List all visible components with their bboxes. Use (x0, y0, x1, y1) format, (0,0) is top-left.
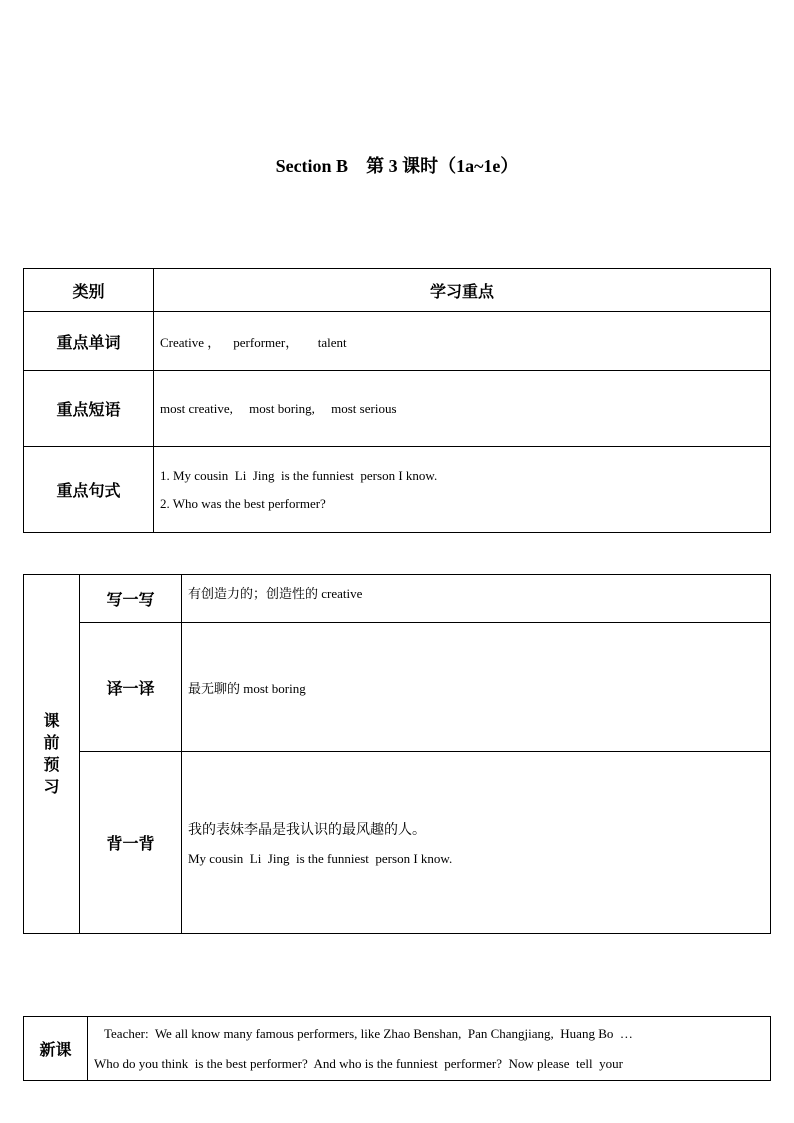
focus-cell (154, 312, 771, 371)
preview-table (23, 574, 771, 934)
side-label-char: 预 (43, 755, 60, 774)
table-row (24, 447, 771, 533)
focus-line: 1. My cousin Li Jing is the funniest person I know. (160, 467, 438, 483)
preview-row-label: 写一写 (80, 575, 182, 623)
answer-en: most boring (240, 680, 306, 696)
answer-cn: 最无聊的 (188, 681, 241, 697)
focus-line: Creative ， performer， talent (160, 334, 347, 350)
category-header: 类别 (24, 269, 154, 312)
new-lesson-text (88, 1017, 771, 1081)
focus-header: 学习重点 (154, 269, 771, 312)
side-label-char: 习 (43, 777, 60, 796)
focus-cell (154, 447, 771, 533)
answer-en: creative (318, 586, 363, 601)
table-row (24, 623, 771, 752)
new-lesson-label: 新课 (24, 1017, 88, 1081)
table-row (24, 371, 771, 447)
lesson-line: Who do you think is the best performer? And who is the funniest performer? Now please tell your (94, 1055, 623, 1071)
table-row (24, 752, 771, 934)
preview-answer (182, 752, 771, 934)
focus-line: most creative, most boring, most serious (160, 400, 397, 416)
table-row (24, 312, 771, 371)
focus-table (23, 268, 771, 533)
answer-en: My cousin Li Jing is the funniest person I know. (188, 850, 453, 866)
answer-cn: 有创造力的；创造性的 (188, 587, 319, 602)
page-title: Section B 第 3 课时（1a~1e） (275, 156, 519, 176)
new-lesson-table (23, 1016, 771, 1081)
side-label-char: 课 (43, 711, 60, 730)
preview-row-label: 译一译 (80, 623, 182, 752)
focus-line: 2. Who was the best performer? (160, 495, 326, 511)
side-label-char: 前 (43, 733, 60, 752)
answer-cn: 我的表妹李晶是我认识的最风趣的人。 (188, 821, 426, 838)
category-cell: 重点单词 (24, 312, 154, 371)
category-cell: 重点句式 (24, 447, 154, 533)
table-row (24, 575, 771, 623)
category-cell: 重点短语 (24, 371, 154, 447)
table-row (24, 1017, 771, 1081)
table-row (24, 269, 771, 312)
preview-side-label (24, 575, 80, 934)
preview-row-label: 背一背 (80, 752, 182, 934)
focus-cell (154, 371, 771, 447)
preview-answer (182, 575, 771, 623)
lesson-line: Teacher: We all know many famous performers, like Zhao Benshan, Pan Changjiang, Huang Bo … (104, 1025, 633, 1041)
preview-answer (182, 623, 771, 752)
